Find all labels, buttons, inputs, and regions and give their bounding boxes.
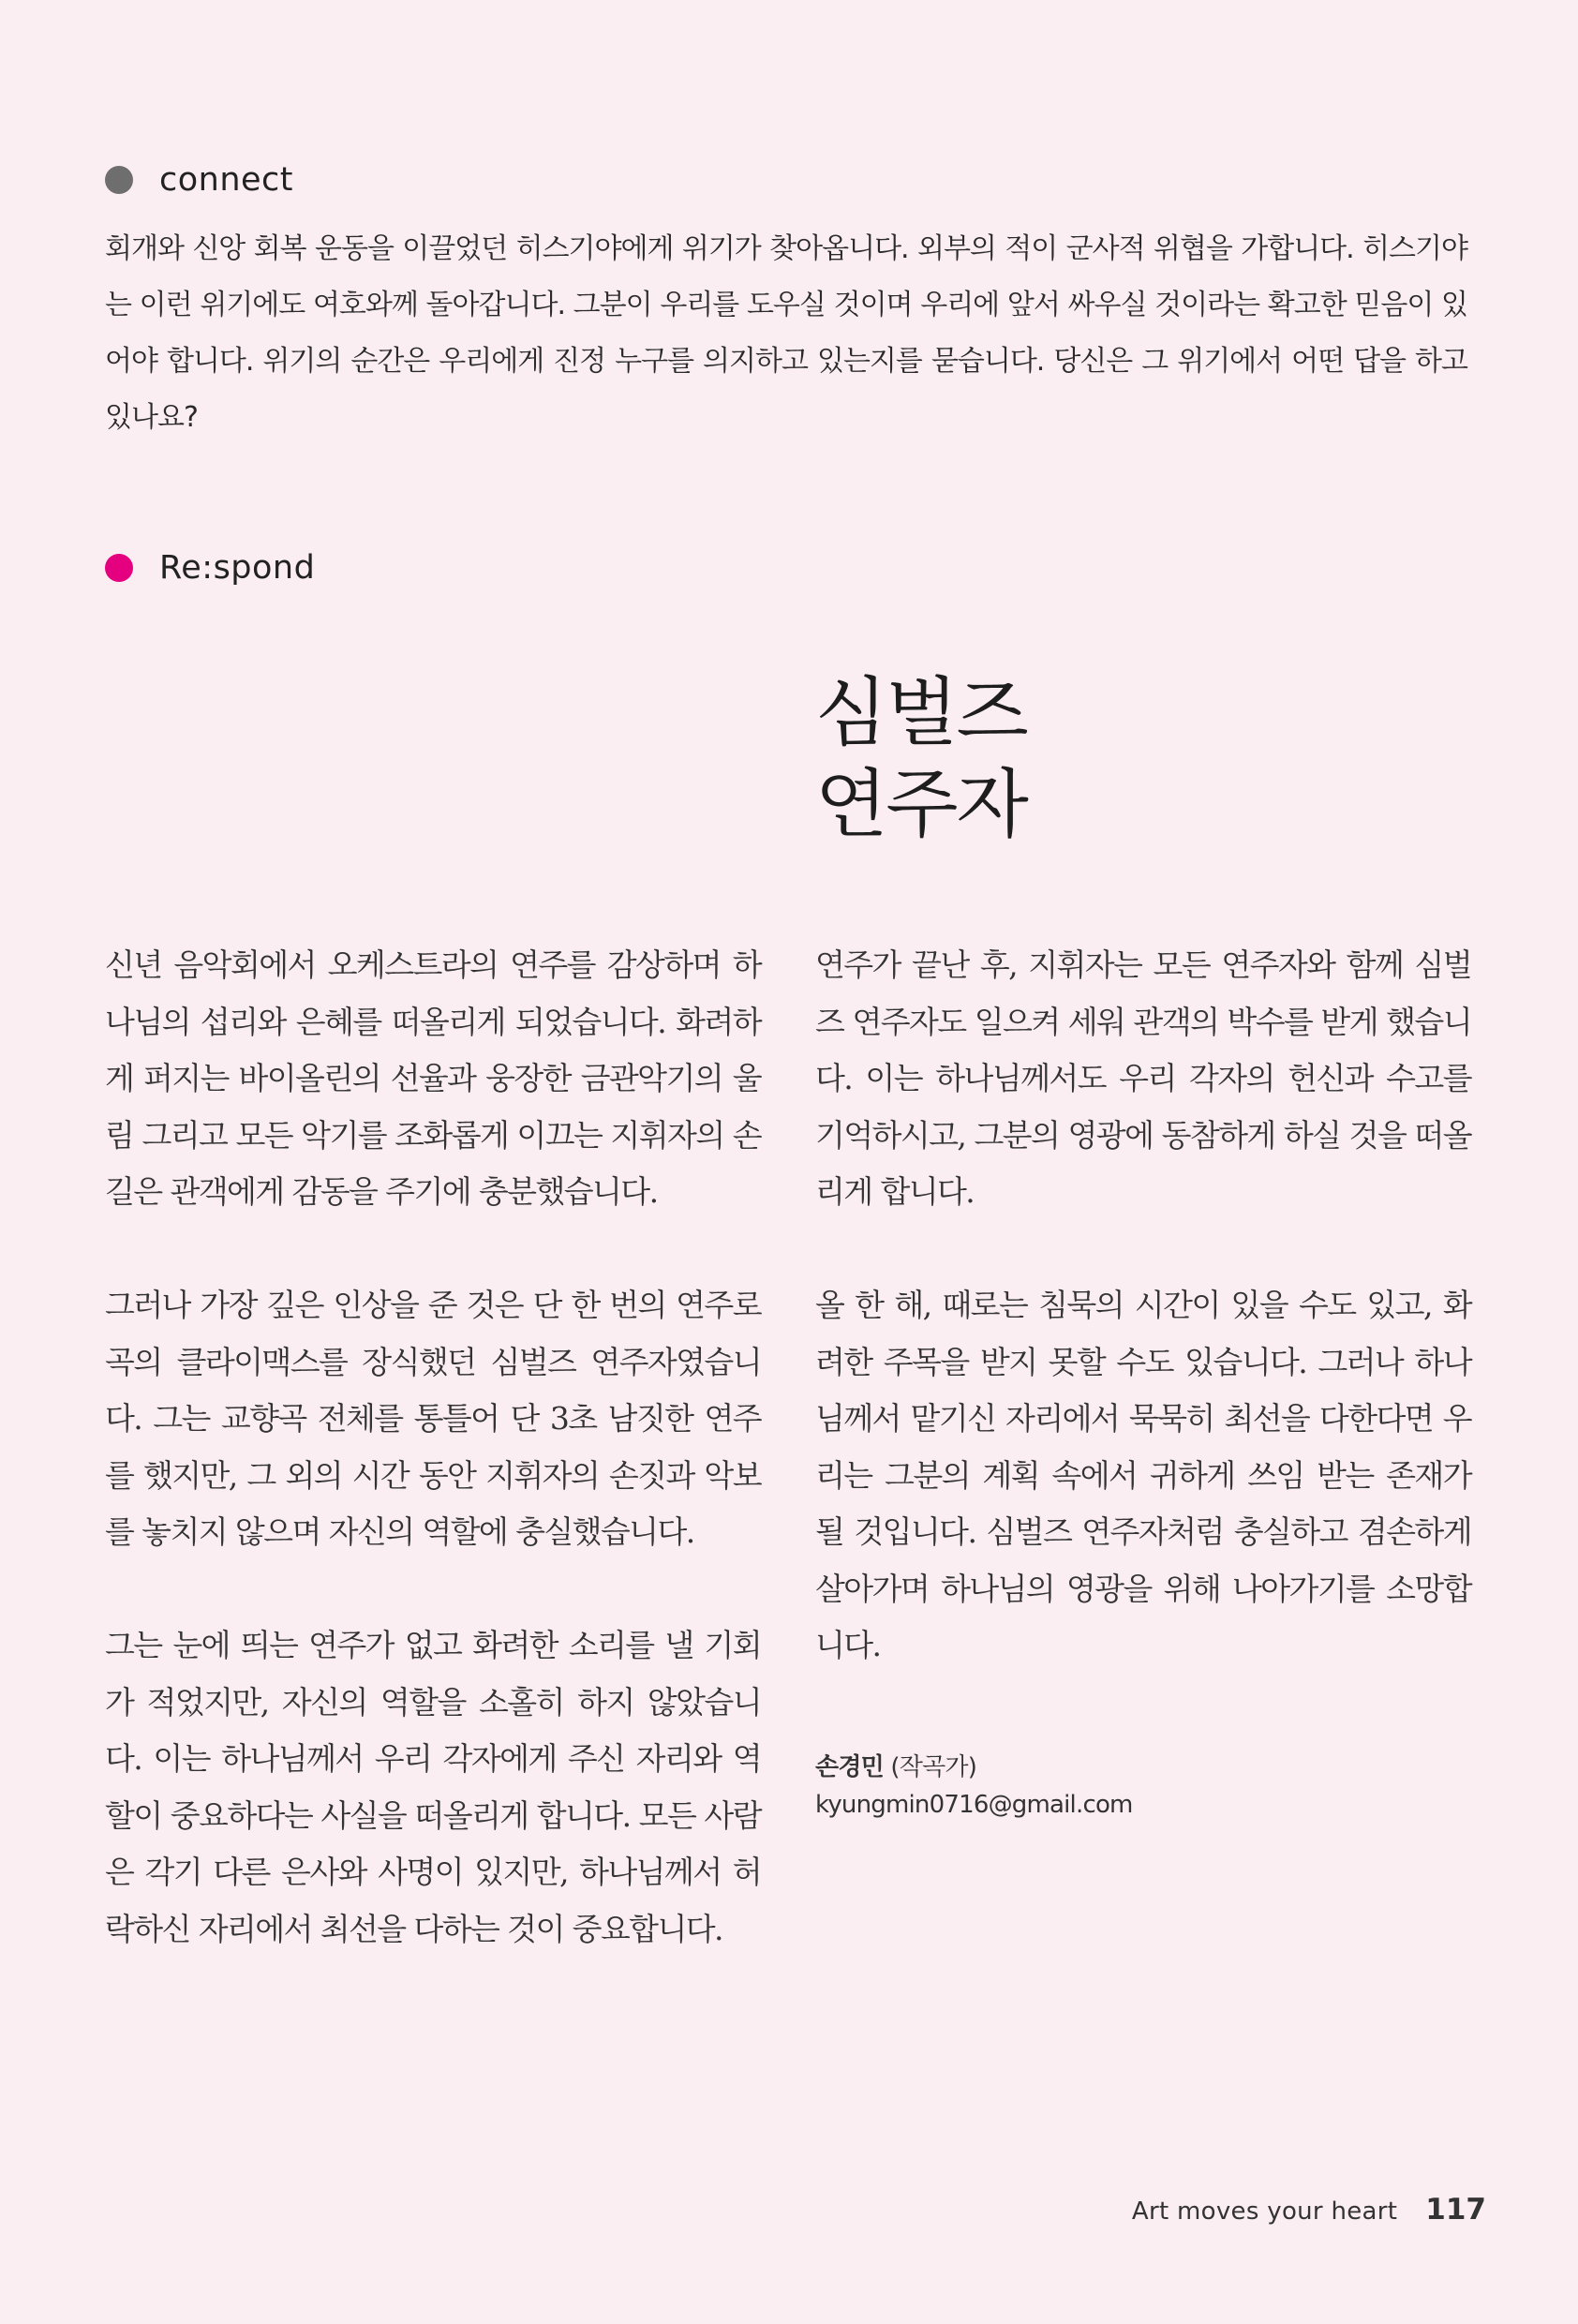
respond-bullet-icon — [105, 554, 133, 582]
article-paragraph: 신년 음악회에서 오케스트라의 연주를 감상하며 하나님의 섭리와 은혜를 떠올리게 되었습니다. 화려하게 퍼지는 바이올린의 선율과 웅장한 금관악기의 울림 그리고 모든 악기를 조화롭게 이끄는 지휘자의 손길은 관객에게 감동을 주기에 충분했습니다. — [105, 946, 761, 1210]
connect-heading — [105, 159, 293, 201]
article-paragraph: 올 한 해, 때로는 침묵의 시간이 있을 수도 있고, 화려한 주목을 받지 못할 수도 있습니다. 그러나 하나님께서 맡기신 자리에서 묵묵히 최선을 다한다면 우리는 그분의 계획 속에서 귀하게 쓰임 받는 존재가 될 것입니다. 심벌즈 연주자처럼 충실하고 겸손하게 살아가며 하나님의 영광을 위해 나아가기를 소망합니다. — [815, 1287, 1471, 1663]
footer-tagline: Art moves your heart — [1131, 2197, 1398, 2226]
respond-heading — [105, 547, 315, 588]
author-email: kyungmin0716@gmail.com — [815, 1791, 1133, 1819]
author-name: 손경민 — [815, 1753, 884, 1781]
connect-title: connect — [159, 161, 294, 199]
page-number: 117 — [1425, 2193, 1486, 2227]
article-left-column — [105, 937, 761, 2015]
connect-bullet-icon — [105, 166, 133, 194]
article-title-line-2: 연주자 — [815, 761, 1027, 848]
author-role: (작곡가) — [890, 1753, 977, 1781]
article-right-column — [815, 937, 1471, 1731]
article-paragraph: 그는 눈에 띄는 연주가 없고 화려한 소리를 낼 기회가 적었지만, 자신의 역할을 소홀히 하지 않았습니다. 이는 하나님께서 우리 각자에게 주신 자리와 역할이 중요하다는 사실을 떠올리게 합니다. 모든 사람은 각기 다른 은사와 사명이 있지만, 하나님께서 허락하신 자리에서 최선을 다하는 것이 중요합니다. — [105, 1627, 761, 1947]
connect-body-text: 회개와 신앙 회복 운동을 이끌었던 히스기야에게 위기가 찾아옵니다. 외부의 적이 군사적 위협을 가합니다. 히스기야는 이런 위기에도 여호와께 돌아갑니다. 그분이 우리를 도우실 것이며 우리에 앞서 싸우실 것이라는 확고한 믿음이 있어야 합니다. 위기의 순간은 우리에게 진정 누구를 의지하고 있는지를 묻습니다. 당신은 그 위기에서 어떤 답을 하고 있나요? — [105, 232, 1467, 434]
author-info — [815, 1749, 1133, 1824]
article-paragraph: 연주가 끝난 후, 지휘자는 모든 연주자와 함께 심벌즈 연주자도 일으켜 세워 관객의 박수를 받게 했습니다. 이는 하나님께서도 우리 각자의 헌신과 수고를 기억하시고, 그분의 영광에 동참하게 하실 것을 떠올리게 합니다. — [815, 946, 1471, 1210]
article-title-line-1: 심벌즈 — [815, 669, 1027, 756]
page-footer — [1132, 2193, 1486, 2227]
respond-title: Re:spond — [159, 549, 316, 587]
article-paragraph: 그러나 가장 깊은 인상을 준 것은 단 한 번의 연주로 곡의 클라이맥스를 장식했던 심벌즈 연주자였습니다. 그는 교향곡 전체를 통틀어 단 3초 남짓한 연주를 했지만, 그 외의 시간 동안 지휘자의 손짓과 악보를 놓치지 않으며 자신의 역할에 충실했습니다. — [105, 1287, 761, 1550]
article-title — [815, 667, 1027, 851]
